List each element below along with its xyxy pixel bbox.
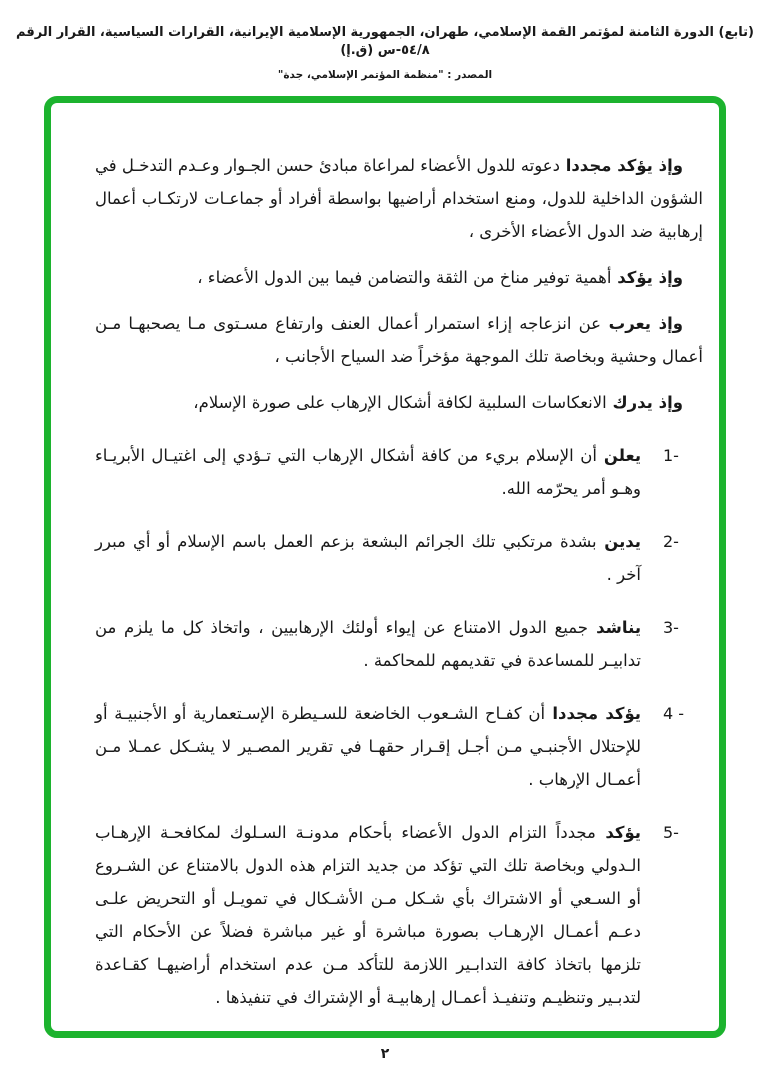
item-number: 4 - bbox=[663, 704, 685, 723]
item-lead-word: يناشد bbox=[596, 618, 642, 637]
item-body-text: مجدداً التزام الدول الأعضاء بأحكام مدونـة السـلوك لمكافحـة الإرهـاب الـدولي وبخاصة تلك التي تؤكد من جديد التزام هذه الدول بالامتناع عن الشـروع أو السـعي أو الاشتراك بأي شـكل مـن الأشـكال في تمويـل أو التحريض علـى دعـم أعمـال الإرهـاب بصورة مباشرة أو غير مباشرة فضلاً عن الأحكام التي تلزمها باتخاذ كافة التدابـير اللازمة للتأكد مـن عدم استخدام أراضيهـا كقـاعدة لتدبـير وتنظيـم وتنفيـذ أعمـال إرهابيـة أو الإشتراك في تنفيذها . bbox=[95, 823, 641, 1007]
header-source: المصدر : "منظمة المؤتمر الإسلامي، جدة" bbox=[277, 69, 493, 81]
paragraph-lead-word: وإذ يؤكد مجددا bbox=[565, 156, 683, 175]
item-text bbox=[95, 611, 641, 677]
document-header bbox=[0, 24, 770, 82]
preamble-paragraph bbox=[95, 261, 703, 294]
preamble-paragraph bbox=[95, 386, 703, 419]
paragraph-lead-word: وإذ يعرب bbox=[608, 314, 683, 333]
item-lead-word: يدين bbox=[604, 532, 641, 551]
paragraph-text: دعوته للدول الأعضاء لمراعاة مبادئ حسن الجـوار وعـدم التدخـل في الشؤون الداخلية للدول، ومنع استخدام أراضيها بواسطة أفراد أو جماعـات لارتكـاب أعمال إرهابية ضد الدول الأعضاء الأخرى ، bbox=[95, 156, 703, 241]
item-number: 5- bbox=[663, 823, 679, 842]
item-text bbox=[95, 816, 641, 1014]
item-text bbox=[95, 439, 641, 505]
page-number: ٢ bbox=[380, 1046, 390, 1062]
item-body-text: بشدة مرتكبي تلك الجرائم البشعة بزعم العمل باسم الإسلام أو أي مبرر آخر . bbox=[95, 532, 641, 584]
item-text bbox=[95, 697, 641, 796]
item-number: 1- bbox=[663, 446, 679, 465]
item-lead-word: يعلن bbox=[603, 446, 642, 465]
preamble-paragraph bbox=[95, 307, 703, 373]
item-body-text: جميع الدول الامتناع عن إيواء أولئك الإرهابيين ، واتخاذ كل ما يلزم من تدابيـر للمساعدة في تقديمهم للمحاكمة . bbox=[95, 618, 641, 670]
item-lead-word: يؤكد bbox=[605, 823, 641, 842]
item-number: 2- bbox=[663, 532, 679, 551]
numbered-list-item bbox=[95, 439, 703, 505]
paragraph-text: أهمية توفير مناخ من الثقة والتضامن فيما بين الدول الأعضاء ، bbox=[197, 268, 612, 287]
header-title: (تابع) الدورة الثامنة لمؤتمر القمة الإسلامي، طهران، الجمهورية الإسلامية الإيرانية، القرارات السياسية، القرار الرقم ٥٤/٨-س (ق.إ) bbox=[16, 25, 754, 58]
preamble-paragraph bbox=[95, 149, 703, 248]
item-lead-word: يؤكد مجددا bbox=[552, 704, 641, 723]
paragraph-text: الانعكاسات السلبية لكافة أشكال الإرهاب على صورة الإسلام، bbox=[193, 393, 607, 412]
document-body bbox=[51, 103, 719, 1014]
paragraph-lead-word: وإذ يدرك bbox=[612, 393, 683, 412]
paragraph-lead-word: وإذ يؤكد bbox=[617, 268, 683, 287]
highlight-border-box bbox=[44, 96, 726, 1038]
numbered-list-item bbox=[95, 525, 703, 591]
numbered-list-item bbox=[95, 816, 703, 1014]
numbered-list-item bbox=[95, 611, 703, 677]
item-text bbox=[95, 525, 641, 591]
item-body-text: أن الإسلام بريء من كافة أشكال الإرهاب التي تـؤدي إلى اغتيـال الأبريـاء وهـو أمر يحرّمه الله. bbox=[95, 446, 641, 498]
item-body-text: أن كفـاح الشـعوب الخاضعة للسـيطرة الإسـتعمارية أو الأجنبيـة أو للإحتلال الأجنبـي مـن أجـل إقـرار حقهـا في تقرير المصـير لا يشـكل عمـلا مـن أعمـال الإرهاب . bbox=[95, 704, 641, 789]
paragraph-text: عن انزعاجه إزاء استمرار أعمال العنف وارتفاع مسـتوى مـا يصحبهـا مـن أعمال وحشية وبخاصة تلك الموجهة مؤخراً ضد السياح الأجانب ، bbox=[95, 314, 703, 366]
numbered-list-item bbox=[95, 697, 703, 796]
item-number: 3- bbox=[663, 618, 679, 637]
